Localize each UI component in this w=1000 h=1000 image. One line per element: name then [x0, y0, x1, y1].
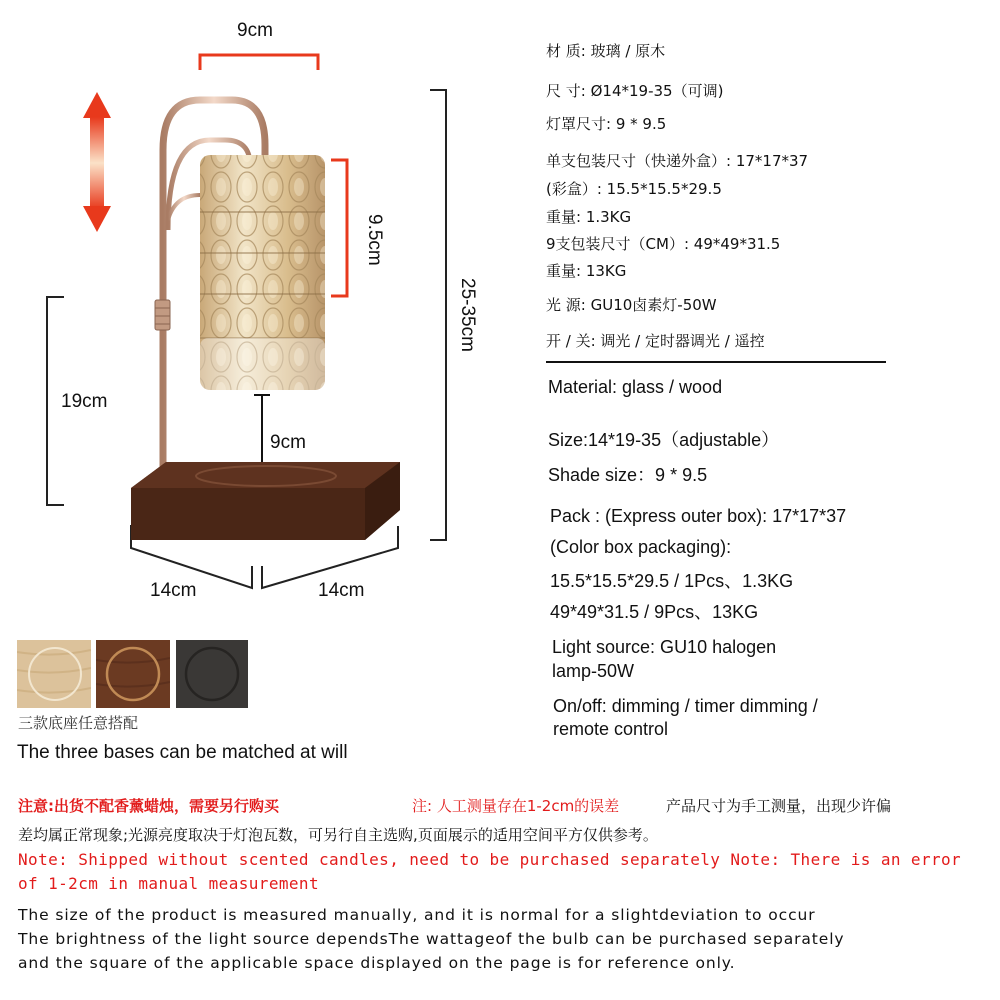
- spec-en-light-1: Light source: GU10 halogen: [552, 637, 777, 657]
- note-en-3: and the square of the applicable space displayed on the page is for reference only.: [18, 954, 736, 972]
- spec-cn-pack: 单支包装尺寸（快递外盒）: 17*17*37: [546, 152, 809, 170]
- base-depth-label: 14cm: [150, 580, 197, 601]
- wooden-base: [131, 462, 400, 540]
- spec-en-pack-2: (Color box packaging):: [550, 537, 732, 557]
- spec-cn-weight-9: 重量: 13KG: [546, 262, 627, 280]
- note-cn-black-2: 差均属正常现象;光源亮度取决于灯泡瓦数，可另行自主选购,页面展示的适用空间平方仅供参考。: [18, 826, 658, 844]
- spec-en-pack-1: Pack : (Express outer box): 17*17*37: [550, 506, 847, 526]
- total-height-bracket: [430, 90, 446, 540]
- spec-en-size: Size:14*19-35（adjustable）: [548, 430, 780, 450]
- base-swatch-light-wood: [17, 640, 91, 708]
- note-en-1: The size of the product is measured manually, and it is normal for a slightdeviation to occur: [18, 906, 816, 924]
- spec-cn-switch: 开 / 关: 调光 / 定时器调光 / 遥控: [546, 332, 765, 350]
- spec-en-material: Material: glass / wood: [548, 377, 723, 397]
- base-width-label: 14cm: [318, 580, 365, 601]
- bases-caption-en: The three bases can be matched at will: [17, 742, 348, 763]
- base-swatch-walnut: [96, 640, 170, 708]
- note-cn-black-1: 产品尺寸为手工测量，出现少许偏: [666, 797, 892, 815]
- spec-cn-shade: 灯罩尺寸: 9 * 9.5: [546, 115, 667, 133]
- spec-cn-pack-9: 9支包装尺寸（CM）: 49*49*31.5: [546, 235, 781, 253]
- spec-divider: [546, 361, 886, 363]
- spec-cn-material: 材 质: 玻璃 / 原木: [546, 42, 666, 60]
- adjust-height-arrow-icon: [83, 92, 111, 232]
- note-cn-red-1: 注意:出货不配香薰蜡烛，需要另行购买: [18, 797, 280, 815]
- note-en-red-1: Note: Shipped without scented candles, need to be purchased separately Note: There is an error: [18, 850, 962, 869]
- glass-shade: [200, 155, 325, 390]
- shade-height-label: 9.5cm: [364, 214, 385, 266]
- spec-en-shade: Shade size：9 * 9.5: [548, 465, 708, 485]
- spec-cn-weight-1: 重量: 1.3KG: [546, 208, 632, 226]
- bases-caption-cn: 三款底座任意搭配: [18, 714, 139, 732]
- top-width-bracket: [200, 55, 318, 70]
- spec-en-light-2: lamp-50W: [552, 661, 635, 681]
- note-cn-red-2: 注: 人工测量存在1-2cm的误差: [412, 797, 620, 815]
- spec-en-pack-3: 15.5*15.5*29.5 / 1Pcs、1.3KG: [550, 571, 794, 591]
- spec-en-onoff-2: remote control: [553, 719, 669, 739]
- note-en-2: The brightness of the light source dependsThe wattageof the bulb can be purchased separately: [18, 930, 845, 948]
- shade-height-bracket: [331, 160, 347, 296]
- spec-cn-light: 光 源: GU10卤素灯-50W: [546, 296, 717, 314]
- note-en-red-2: of 1-2cm in manual measurement: [18, 874, 319, 893]
- total-height-label: 25-35cm: [457, 278, 478, 352]
- top-width-label: 9cm: [237, 20, 273, 41]
- spec-en-onoff-1: On/off: dimming / timer dimming /: [553, 696, 818, 716]
- spec-cn-color-box: (彩盒）: 15.5*15.5*29.5: [546, 180, 722, 198]
- base-height-label: 19cm: [61, 391, 108, 412]
- gap-label: 9cm: [270, 432, 306, 453]
- base-swatch-black: [176, 640, 248, 708]
- spec-cn-size: 尺 寸: Ø14*19-35（可调): [546, 82, 724, 100]
- spec-en-pack-4: 49*49*31.5 / 9Pcs、13KG: [550, 602, 759, 622]
